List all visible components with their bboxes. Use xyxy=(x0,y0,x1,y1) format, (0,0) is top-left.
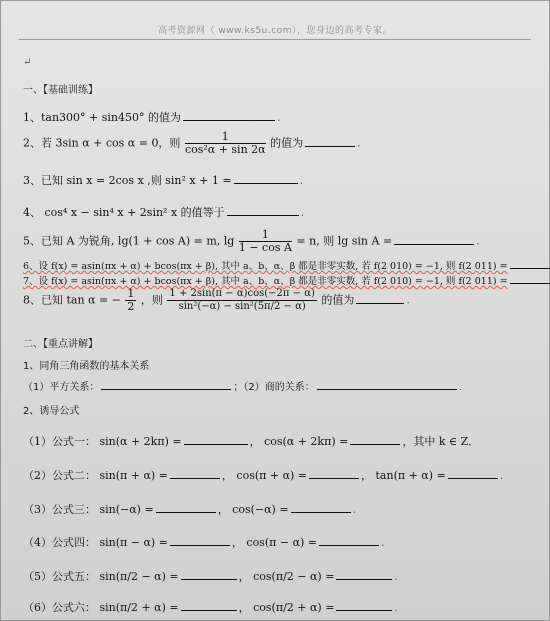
question-2-text: 2、若 3sin α + cos α = 0，则 xyxy=(23,136,181,150)
formula-4: （4）公式四： sin(π − α) = ， cos(π − α) = . xyxy=(23,536,385,549)
answer-blank xyxy=(317,380,457,390)
question-8-then: ，则 xyxy=(140,293,163,307)
question-1: 1、tan300° + sin450° 的值为 . xyxy=(23,111,281,124)
formula-4-cos: ， cos(π − α) = xyxy=(231,536,318,549)
question-2-suffix: 的值为 xyxy=(270,136,304,150)
formula-4-sin: （4）公式四： sin(π − α) = xyxy=(23,536,168,549)
answer-blank xyxy=(510,259,550,269)
formula-2-tan: ， tan(π + α) = xyxy=(361,469,446,482)
answer-blank xyxy=(309,469,359,479)
fraction-numerator: 1 xyxy=(239,229,292,242)
formula-5-sin: （5）公式五： sin(π/2 − α) = xyxy=(23,570,179,583)
formula-1-sin: （1）公式一： sin(α + 2kπ) = xyxy=(23,435,182,448)
question-8-suffix: 的值为 xyxy=(321,293,355,307)
answer-blank xyxy=(305,137,355,147)
answer-blank xyxy=(510,274,550,284)
question-4: 4、 cos⁴ x − sin⁴ x + 2sin² x 的值等于 . xyxy=(23,206,305,219)
question-8-fraction xyxy=(167,288,316,313)
question-8-text: 8、已知 tan α = − xyxy=(23,293,121,307)
answer-blank xyxy=(183,111,275,121)
formula-6: （6）公式六： sin(π/2 + α) = ， cos(π/2 + α) = . xyxy=(23,601,398,614)
question-2: 2、若 3sin α + cos α = 0，则 $\frac{1}{\text{cos²α + sin 2α}}$ 的值为 . xyxy=(23,130,361,156)
question-8-half xyxy=(125,288,136,313)
question-3-text: 3、已知 sin x = 2cos x ,则 sin² x + 1 = xyxy=(23,174,232,187)
answer-blank xyxy=(101,380,231,390)
answer-blank xyxy=(234,174,298,184)
question-2-fraction xyxy=(185,131,266,156)
question-5: 5、已知 A 为锐角, lg(1 + cos A) = m, lg $\frac{1}{\text{1 − cos A}}$ = n, 则 lg sin A = . xyxy=(23,228,480,254)
question-3: 3、已知 sin x = 2cos x ,则 sin² x + 1 = . xyxy=(23,174,304,187)
formula-3: （3）公式三： sin(−α) = ， cos(−α) = . xyxy=(23,503,357,516)
answer-blank xyxy=(227,206,299,216)
fraction-denominator: 1 − cos A xyxy=(238,241,292,254)
fraction-numerator: 1 xyxy=(127,287,135,300)
formula-5-cos: ， cos(π/2 − α) = xyxy=(238,570,335,583)
answer-blank xyxy=(336,601,392,611)
paragraph-mark: ↵ xyxy=(23,57,32,68)
question-4-text: 4、 cos⁴ x − sin⁴ x + 2sin² x 的值等于 xyxy=(23,206,225,219)
question-5-text: 5、已知 A 为锐角, lg(1 + cos A) = m, lg xyxy=(23,234,235,248)
fraction-denominator: cos²α + sin 2α xyxy=(184,143,266,156)
page-header: 高考资源网（ www.ks5u.com），您身边的高考专家。 xyxy=(19,23,531,40)
formula-1-cos: ， cos(α + 2kπ) = xyxy=(249,435,349,448)
quotient-relation-label: ；（2）商的关系： xyxy=(233,382,315,393)
question-6-text: 6、设 f(x) = asin(πx + α) + bcos(πx + β), 其中 a、b、α、β 都是非零实数, 若 f(2 010) = −1, 则 f(2 011) = xyxy=(23,261,508,272)
answer-blank xyxy=(170,469,220,479)
question-5-fraction xyxy=(239,229,292,254)
question-1-text: 1、tan300° + sin450° 的值为 xyxy=(23,111,182,124)
formula-2-cos: ， cos(π + α) = xyxy=(221,469,308,482)
question-6 xyxy=(23,258,550,272)
focus-point-2: 2、诱导公式 xyxy=(23,406,80,417)
section-basic-title: 一、【基础训练】 xyxy=(23,85,98,96)
formula-1 xyxy=(23,433,479,449)
question-7 xyxy=(23,273,550,287)
section-focus-title: 二、【重点讲解】 xyxy=(23,339,98,350)
formula-1-note: ，其中 k ∈ Z． xyxy=(402,435,480,448)
fraction-denominator: sin²(−α) − sin²(5π/2 − α) xyxy=(178,301,306,312)
fraction-numerator: 1 + 2sin(π − α)cos(−2π − α) xyxy=(169,288,315,299)
square-relation-label: （1）平方关系： xyxy=(23,382,100,393)
formula-3-cos: ， cos(−α) = xyxy=(217,503,289,516)
formula-2: （2）公式二： sin(π + α) = ， cos(π + α) = ， tan(π + α) = . xyxy=(23,469,504,482)
answer-blank xyxy=(291,503,351,513)
fraction-numerator: 1 xyxy=(185,131,266,144)
answer-blank xyxy=(448,469,498,479)
formula-3-sin: （3）公式三： sin(−α) = xyxy=(23,503,154,516)
answer-blank xyxy=(336,570,392,580)
answer-blank xyxy=(394,235,474,245)
answer-blank xyxy=(356,294,404,304)
question-7-text: 7、设 f(x) = asin(πx + α) + bcos(πx + β), 其中 a、b、α、β 都是非零实数, 若 f(2 010) = −1, 则 f(2 011) = xyxy=(23,276,508,287)
answer-blank xyxy=(319,536,379,546)
answer-blank xyxy=(350,435,400,445)
question-8: 8、已知 tan α = − $\frac{1}{2}$ ，则 $\frac{1 + 2\sin(\pi - \alpha)\cos(-2\pi - \alpha)}{\text{sin²(−α) − sin²(5π/2 − α)}}$ 的值为 . xyxy=(23,287,410,313)
formula-2-sin: （2）公式二： sin(π + α) = xyxy=(23,469,168,482)
answer-blank xyxy=(181,570,237,580)
formula-6-sin: （6）公式六： sin(π/2 + α) = xyxy=(23,601,179,614)
question-5-suffix: = n, 则 lg sin A = xyxy=(296,234,393,248)
answer-blank xyxy=(181,601,237,611)
formula-5: （5）公式五： sin(π/2 − α) = ， cos(π/2 − α) = . xyxy=(23,570,398,583)
relations-line: （1）平方关系： ；（2）商的关系： . xyxy=(23,382,462,393)
formula-6-cos: ， cos(π/2 + α) = xyxy=(238,601,335,614)
answer-blank xyxy=(156,503,216,513)
focus-point-1: 1、同角三角函数的基本关系 xyxy=(23,361,150,372)
answer-blank xyxy=(170,536,230,546)
answer-blank xyxy=(184,435,248,445)
fraction-denominator: 2 xyxy=(127,300,135,313)
